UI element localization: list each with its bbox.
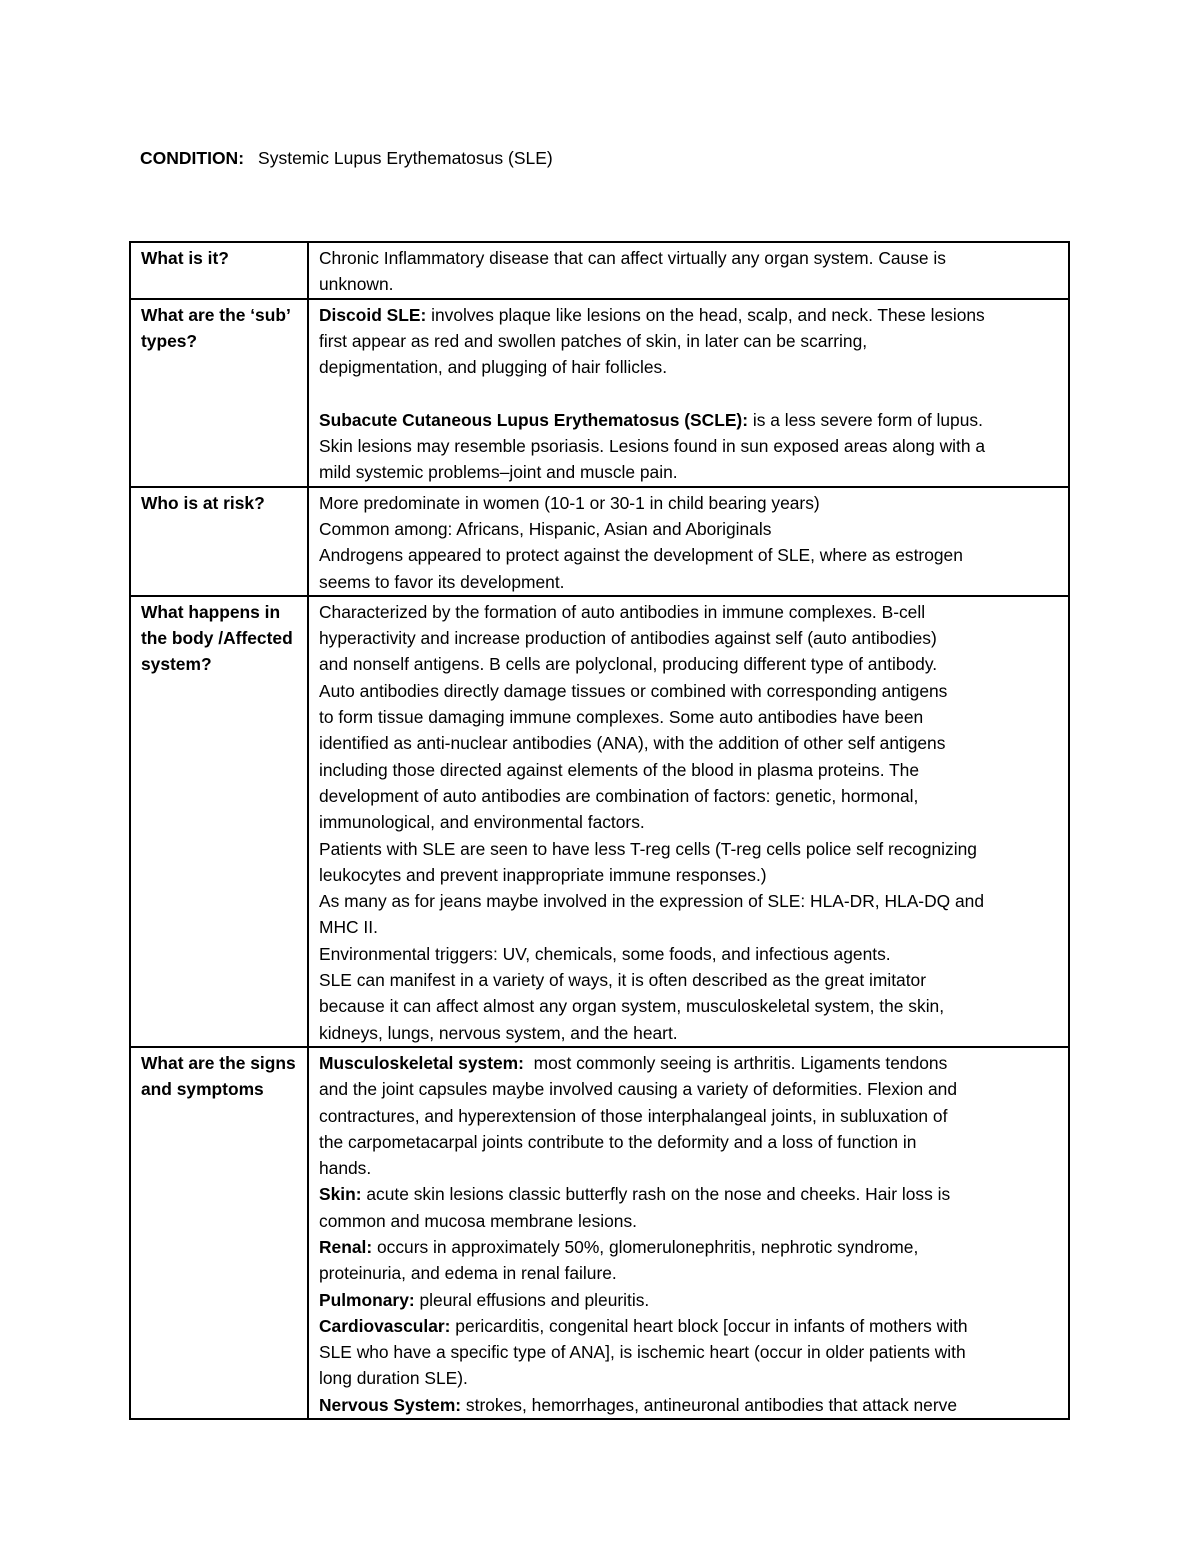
answer-line: because it can affect almost any organ system, musculoskeletal system, the skin, (319, 996, 945, 1017)
answer-line: identified as anti-nuclear antibodies (ANA), with the addition of other self antigens (319, 733, 946, 754)
answer-line: SLE who have a specific type of ANA], is ischemic heart (occur in older patients with (319, 1342, 966, 1363)
answer-line: hyperactivity and increase production of antibodies against self (auto antibodies) (319, 628, 937, 649)
answer-line: mild systemic problems–joint and muscle pain. (319, 462, 678, 483)
answer-line: kidneys, lungs, nervous system, and the heart. (319, 1022, 678, 1043)
answer-text: pericarditis, congenital heart block [occur in infants of mothers with (450, 1315, 968, 1336)
answer-line: seems to favor its development. (319, 571, 565, 592)
term-label: Pulmonary: (319, 1289, 415, 1310)
answer-text: is a less severe form of lupus. (748, 409, 983, 430)
term-label: Renal: (319, 1236, 373, 1257)
question-cell: What are the signs and symptoms (130, 1047, 308, 1419)
term-label: Skin: (319, 1184, 362, 1205)
answer-cell (308, 487, 1069, 596)
answer-line: Common among: Africans, Hispanic, Asian and Aboriginals (319, 518, 772, 539)
answer-line: As many as for jeans maybe involved in the expression of SLE: HLA-DR, HLA-DQ and (319, 891, 985, 912)
answer-cell (308, 596, 1069, 1047)
answer-text: occurs in approximately 50%, glomerulonephritis, nephrotic syndrome, (372, 1236, 919, 1257)
answer-line: Patients with SLE are seen to have less T-reg cells (T-reg cells police self recognizing (319, 838, 977, 859)
answer-line: More predominate in women (10-1 or 30-1 in child bearing years) (319, 492, 820, 513)
term-label: Discoid SLE: (319, 304, 427, 325)
answer-line: Skin lesions may resemble psoriasis. Lesions found in sun exposed areas along with a (319, 436, 986, 457)
question-cell: What are the ‘sub’ types? (130, 299, 308, 487)
answer-line: unknown. (319, 274, 394, 295)
question-cell: Who is at risk? (130, 487, 308, 596)
answer-cell (308, 1047, 1069, 1419)
answer-line: proteinuria, and edema in renal failure. (319, 1263, 617, 1284)
question-cell: What is it? (130, 242, 308, 299)
answer-line: immunological, and environmental factors. (319, 812, 645, 833)
condition-table (129, 241, 1070, 1420)
answer-line (319, 1234, 1060, 1260)
answer-line (319, 1181, 1060, 1207)
term-label: Musculoskeletal system: (319, 1052, 524, 1073)
answer-line: development of auto antibodies are combination of factors: genetic, hormonal, (319, 785, 919, 806)
answer-line: and nonself antigens. B cells are polyclonal, producing different type of antibody. (319, 654, 938, 675)
page-heading (140, 145, 553, 171)
answer-text: acute skin lesions classic butterfly rash on the nose and cheeks. Hair loss is (361, 1184, 951, 1205)
heading-label: CONDITION: (140, 148, 245, 168)
answer-line (319, 1392, 1060, 1418)
answer-line: leukocytes and prevent inappropriate immune responses.) (319, 864, 767, 885)
term-label: Subacute Cutaneous Lupus Erythematosus (SCLE): (319, 409, 749, 430)
answer-text: most commonly seeing is arthritis. Ligaments tendons (523, 1052, 948, 1073)
answer-line: common and mucosa membrane lesions. (319, 1210, 638, 1231)
paragraph-gap (319, 380, 1060, 406)
answer-line (319, 1287, 1060, 1313)
question-cell: What happens in the body /Affected system? (130, 596, 308, 1047)
answer-line: Characterized by the formation of auto antibodies in immune complexes. B-cell (319, 601, 926, 622)
answer-cell (308, 299, 1069, 487)
heading-value: Systemic Lupus Erythematosus (SLE) (258, 148, 553, 168)
table-row (130, 596, 1069, 1047)
answer-line: first appear as red and swollen patches of skin, in later can be scarring, (319, 330, 868, 351)
answer-line: Chronic Inflammatory disease that can affect virtually any organ system. Cause is (319, 248, 946, 268)
answer-line (319, 1313, 1060, 1339)
answer-text: involves plaque like lesions on the head, scalp, and neck. These lesions (426, 304, 985, 325)
term-label: Nervous System: (319, 1394, 462, 1415)
answer-line: MHC II. (319, 917, 378, 938)
answer-line: long duration SLE). (319, 1368, 468, 1389)
answer-cell (308, 242, 1069, 299)
answer-line: and the joint capsules maybe involved causing a variety of deformities. Flexion and (319, 1079, 958, 1100)
answer-line: depigmentation, and plugging of hair follicles. (319, 357, 668, 378)
table-row (130, 242, 1069, 299)
answer-line: including those directed against elements of the blood in plasma proteins. The (319, 759, 920, 780)
answer-text: pleural effusions and pleuritis. (414, 1289, 650, 1310)
answer-line (319, 1050, 1060, 1076)
term-label: Cardiovascular: (319, 1315, 451, 1336)
answer-line: Auto antibodies directly damage tissues or combined with corresponding antigens (319, 680, 948, 701)
answer-line: the carpometacarpal joints contribute to the deformity and a loss of function in (319, 1131, 917, 1152)
answer-line: contractures, and hyperextension of those interphalangeal joints, in subluxation of (319, 1105, 948, 1126)
table-row (130, 1047, 1069, 1419)
table-row (130, 487, 1069, 596)
answer-line (319, 407, 1060, 433)
answer-line (319, 302, 1060, 328)
answer-line: Androgens appeared to protect against the development of SLE, where as estrogen (319, 545, 963, 566)
answer-line: hands. (319, 1158, 372, 1179)
answer-line: SLE can manifest in a variety of ways, it is often described as the great imitator (319, 970, 927, 991)
answer-line: to form tissue damaging immune complexes. Some auto antibodies have been (319, 707, 924, 728)
answer-line: Environmental triggers: UV, chemicals, some foods, and infectious agents. (319, 943, 891, 964)
answer-text: strokes, hemorrhages, antineuronal antibodies that attack nerve (461, 1394, 958, 1415)
table-row (130, 299, 1069, 487)
